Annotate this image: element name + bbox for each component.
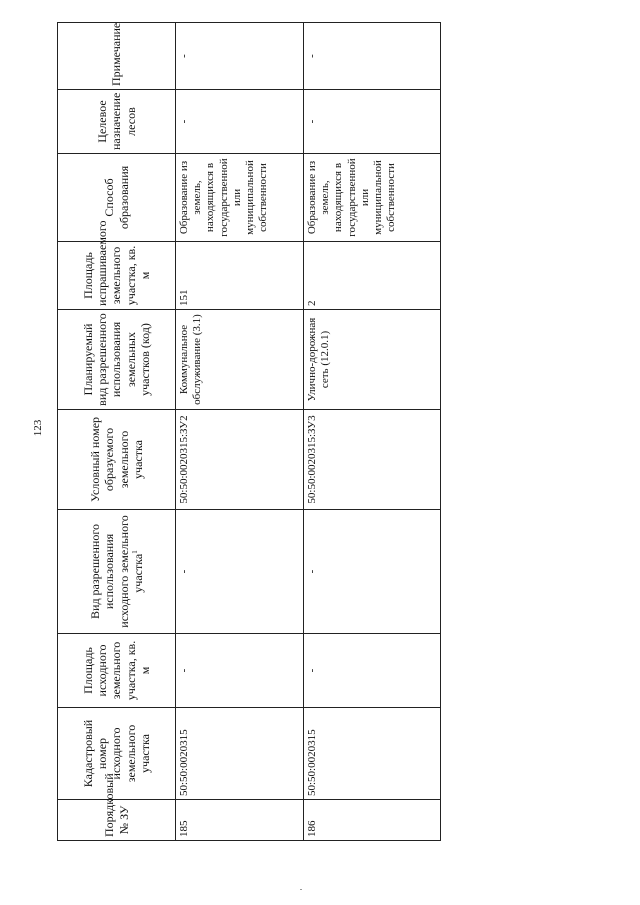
- cell-conditional-number: 50:50:0020315:ЗУ3: [304, 410, 441, 510]
- cell-planned-use: Коммунальное обслуживание (3.1): [176, 310, 304, 410]
- cell-requested-area: 2: [304, 242, 441, 310]
- table-header-row: [58, 23, 176, 841]
- cell-source-area: -: [304, 634, 441, 708]
- cell-formation-method: Образование из земель, находящихся в государственной или муниципальной собственности: [176, 154, 304, 242]
- cell-cadastral-number: 50:50:0020315: [176, 708, 304, 800]
- cell-seq-number: 185: [176, 800, 304, 841]
- cell-source-use: -: [304, 510, 441, 634]
- cell-source-area: -: [176, 634, 304, 708]
- header-source-use: [58, 510, 176, 634]
- cell-requested-area: 151: [176, 242, 304, 310]
- cell-note: -: [176, 23, 304, 90]
- rotated-table-container: [57, 23, 440, 841]
- header-forest-purpose: Целевое назначение лесов: [58, 90, 176, 154]
- cell-forest-purpose: -: [304, 90, 441, 154]
- header-note: Примечание: [58, 23, 176, 90]
- cell-forest-purpose: -: [176, 90, 304, 154]
- scan-speck: [300, 889, 302, 890]
- page-number: 123: [32, 419, 44, 437]
- table-row: [304, 23, 441, 841]
- header-source-use-text: Вид разрешенного использования исходного земельного участка: [88, 515, 145, 628]
- land-plots-table: [57, 22, 441, 841]
- header-seq-number: Порядковый № ЗУ: [58, 800, 176, 841]
- cell-seq-number: 186: [304, 800, 441, 841]
- header-cadastral-number: Кадастровый номер исходного земельного участка: [58, 708, 176, 800]
- cell-planned-use: Улично-дорожная сеть (12.0.1): [304, 310, 441, 410]
- header-source-area: Площадь исходного земельного участка, кв. м: [58, 634, 176, 708]
- cell-note: -: [304, 23, 441, 90]
- cell-source-use: -: [176, 510, 304, 634]
- header-planned-use: Планируемый вид разрешенного использования земельных участков (код): [58, 310, 176, 410]
- cell-cadastral-number: 50:50:0020315: [304, 708, 441, 800]
- header-conditional-number: Условный номер образуемого земельного участка: [58, 410, 176, 510]
- header-formation-method: Способ образования: [58, 154, 176, 242]
- cell-conditional-number: 50:50:0020315:ЗУ2: [176, 410, 304, 510]
- table-row: [176, 23, 304, 841]
- header-footnote-mark: 1: [130, 550, 139, 554]
- header-requested-area: Площадь испрашиваемого земельного участка, кв. м: [58, 242, 176, 310]
- cell-formation-method: Образование из земель, находящихся в государственной или муниципальной собственности: [304, 154, 441, 242]
